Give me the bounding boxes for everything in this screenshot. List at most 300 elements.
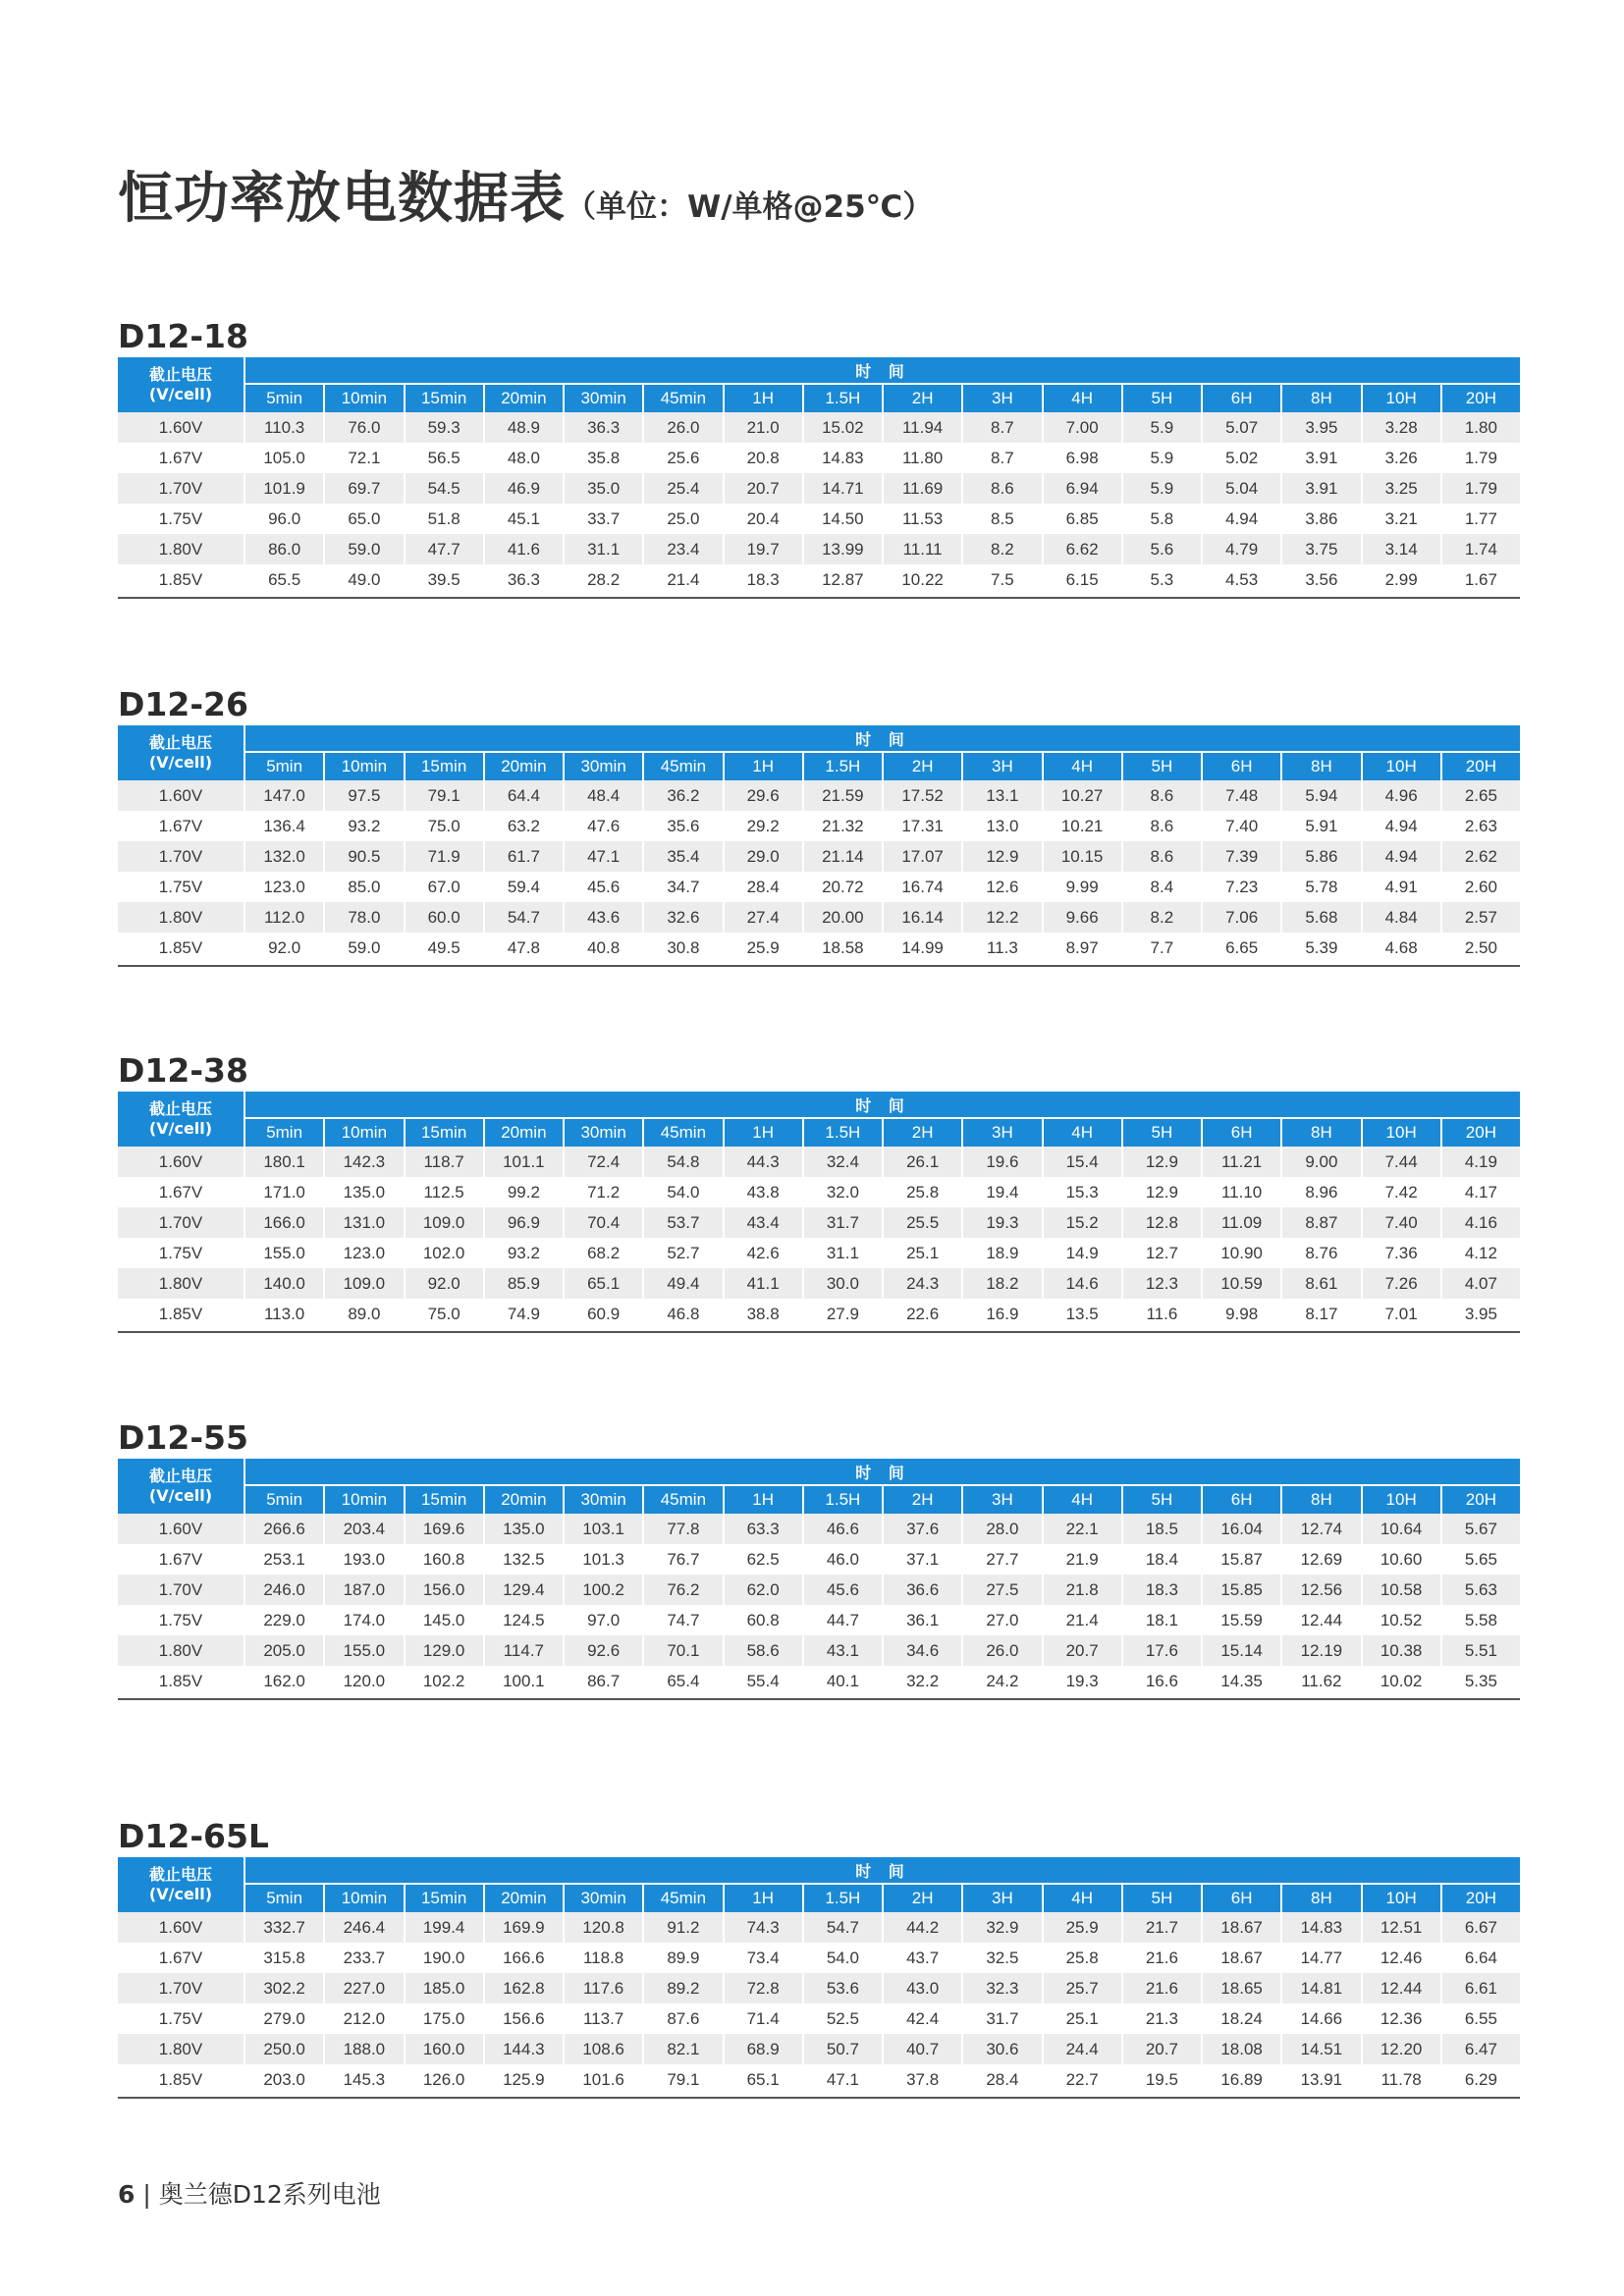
table-row [118, 1943, 1520, 1973]
duration-header: 15min [406, 383, 483, 412]
value-cell: 60.9 [565, 1299, 642, 1329]
table-section [118, 316, 1520, 599]
value-cell: 25.8 [1044, 1943, 1121, 1973]
value-cell: 4.79 [1203, 534, 1280, 564]
duration-header: 8H [1282, 1883, 1360, 1912]
value-cell: 109.0 [325, 1268, 403, 1299]
table-bottom-rule [118, 2097, 1520, 2099]
duration-header: 15min [406, 1484, 483, 1514]
value-cell: 5.63 [1442, 1575, 1520, 1605]
value-cell: 5.04 [1203, 473, 1280, 504]
voltage-cell: 1.80V [118, 902, 244, 933]
value-cell: 52.7 [644, 1238, 722, 1268]
duration-header: 1.5H [804, 383, 882, 412]
value-cell: 4.84 [1363, 902, 1440, 933]
value-cell: 2.57 [1442, 902, 1520, 933]
value-cell: 135.0 [485, 1514, 563, 1544]
value-cell: 10.02 [1363, 1666, 1440, 1696]
duration-header: 1.5H [804, 751, 882, 780]
value-cell: 12.2 [963, 902, 1041, 933]
value-cell: 13.1 [963, 780, 1041, 811]
table-bottom-rule [118, 597, 1520, 599]
value-cell: 45.6 [804, 1575, 882, 1605]
value-cell: 35.8 [565, 443, 642, 473]
value-cell: 63.2 [485, 811, 563, 841]
value-cell: 103.1 [565, 1514, 642, 1544]
value-cell: 8.96 [1282, 1177, 1360, 1207]
value-cell: 3.14 [1363, 534, 1440, 564]
duration-header: 20min [485, 1117, 563, 1147]
value-cell: 23.4 [644, 534, 722, 564]
value-cell: 44.2 [884, 1912, 961, 1943]
voltage-cell: 1.85V [118, 1299, 244, 1329]
value-cell: 6.62 [1044, 534, 1121, 564]
value-cell: 58.6 [725, 1635, 802, 1666]
value-cell: 229.0 [245, 1605, 323, 1635]
value-cell: 145.3 [325, 2064, 403, 2095]
value-cell: 25.6 [644, 443, 722, 473]
duration-header: 10H [1363, 383, 1440, 412]
value-cell: 12.3 [1123, 1268, 1201, 1299]
value-cell: 16.9 [963, 1299, 1041, 1329]
value-cell: 21.14 [804, 841, 882, 872]
value-cell: 118.7 [406, 1147, 483, 1177]
value-cell: 156.0 [406, 1575, 483, 1605]
value-cell: 74.9 [485, 1299, 563, 1329]
table-row [118, 534, 1520, 564]
value-cell: 8.76 [1282, 1238, 1360, 1268]
value-cell: 7.06 [1203, 902, 1280, 933]
value-cell: 54.0 [804, 1943, 882, 1973]
value-cell: 7.40 [1203, 811, 1280, 841]
value-cell: 9.99 [1044, 872, 1121, 902]
duration-header: 2H [884, 1117, 961, 1147]
value-cell: 22.6 [884, 1299, 961, 1329]
value-cell: 5.86 [1282, 841, 1360, 872]
value-cell: 51.8 [406, 504, 483, 534]
discharge-table [116, 1092, 1522, 1329]
value-cell: 32.2 [884, 1666, 961, 1696]
voltage-cell: 1.67V [118, 443, 244, 473]
value-cell: 20.00 [804, 902, 882, 933]
value-cell: 25.7 [1044, 1973, 1121, 2003]
value-cell: 109.0 [406, 1207, 483, 1238]
value-cell: 59.3 [406, 412, 483, 443]
value-cell: 25.4 [644, 473, 722, 504]
value-cell: 11.80 [884, 443, 961, 473]
value-cell: 7.01 [1363, 1299, 1440, 1329]
value-cell: 5.8 [1123, 504, 1201, 534]
value-cell: 188.0 [325, 2034, 403, 2064]
value-cell: 34.6 [884, 1635, 961, 1666]
value-cell: 12.46 [1363, 1943, 1440, 1973]
value-cell: 15.14 [1203, 1635, 1280, 1666]
duration-header: 20min [485, 1484, 563, 1514]
value-cell: 102.2 [406, 1666, 483, 1696]
value-cell: 18.65 [1203, 1973, 1280, 2003]
duration-header: 10H [1363, 1117, 1440, 1147]
footer-text: 奥兰德D12系列电池 [158, 2180, 381, 2209]
value-cell: 36.3 [485, 564, 563, 595]
cutoff-voltage-header [118, 1459, 244, 1514]
table-section [118, 1417, 1520, 1700]
value-cell: 19.4 [963, 1177, 1041, 1207]
value-cell: 6.64 [1442, 1943, 1520, 1973]
value-cell: 54.8 [644, 1147, 722, 1177]
page-footer [118, 2175, 381, 2211]
value-cell: 6.65 [1203, 933, 1280, 963]
value-cell: 37.8 [884, 2064, 961, 2095]
value-cell: 30.8 [644, 933, 722, 963]
voltage-cell: 1.85V [118, 564, 244, 595]
value-cell: 60.0 [406, 902, 483, 933]
voltage-cell: 1.60V [118, 780, 244, 811]
value-cell: 3.56 [1282, 564, 1360, 595]
value-cell: 7.39 [1203, 841, 1280, 872]
value-cell: 86.0 [245, 534, 323, 564]
value-cell: 5.51 [1442, 1635, 1520, 1666]
value-cell: 11.78 [1363, 2064, 1440, 2095]
value-cell: 15.3 [1044, 1177, 1121, 1207]
value-cell: 102.0 [406, 1238, 483, 1268]
duration-header: 5H [1123, 1117, 1201, 1147]
voltage-cell: 1.70V [118, 473, 244, 504]
table-row [118, 933, 1520, 963]
value-cell: 5.94 [1282, 780, 1360, 811]
value-cell: 10.38 [1363, 1635, 1440, 1666]
value-cell: 14.35 [1203, 1666, 1280, 1696]
value-cell: 10.15 [1044, 841, 1121, 872]
value-cell: 160.0 [406, 2034, 483, 2064]
value-cell: 1.79 [1442, 443, 1520, 473]
value-cell: 18.3 [725, 564, 802, 595]
table-row [118, 564, 1520, 595]
value-cell: 171.0 [245, 1177, 323, 1207]
value-cell: 82.1 [644, 2034, 722, 2064]
value-cell: 4.68 [1363, 933, 1440, 963]
value-cell: 11.69 [884, 473, 961, 504]
value-cell: 11.62 [1282, 1666, 1360, 1696]
value-cell: 21.6 [1123, 1973, 1201, 2003]
value-cell: 16.89 [1203, 2064, 1280, 2095]
value-cell: 14.99 [884, 933, 961, 963]
duration-header: 4H [1044, 751, 1121, 780]
cutoff-voltage-header [118, 1857, 244, 1912]
value-cell: 10.27 [1044, 780, 1121, 811]
value-cell: 12.36 [1363, 2003, 1440, 2034]
value-cell: 14.51 [1282, 2034, 1360, 2064]
value-cell: 10.21 [1044, 811, 1121, 841]
value-cell: 35.4 [644, 841, 722, 872]
value-cell: 87.6 [644, 2003, 722, 2034]
value-cell: 140.0 [245, 1268, 323, 1299]
value-cell: 12.9 [1123, 1147, 1201, 1177]
value-cell: 20.7 [1123, 2034, 1201, 2064]
value-cell: 12.7 [1123, 1238, 1201, 1268]
duration-header: 6H [1203, 751, 1280, 780]
value-cell: 108.6 [565, 2034, 642, 2064]
value-cell: 76.2 [644, 1575, 722, 1605]
page-number: 6 [118, 2180, 135, 2209]
value-cell: 162.0 [245, 1666, 323, 1696]
value-cell: 160.8 [406, 1544, 483, 1575]
duration-header: 20min [485, 1883, 563, 1912]
value-cell: 32.6 [644, 902, 722, 933]
table-row [118, 1514, 1520, 1544]
duration-header: 5H [1123, 1883, 1201, 1912]
table-row [118, 412, 1520, 443]
value-cell: 18.3 [1123, 1575, 1201, 1605]
value-cell: 8.6 [1123, 841, 1201, 872]
value-cell: 64.4 [485, 780, 563, 811]
duration-header: 6H [1203, 383, 1280, 412]
value-cell: 105.0 [245, 443, 323, 473]
value-cell: 44.7 [804, 1605, 882, 1635]
duration-header: 30min [565, 383, 642, 412]
cutoff-voltage-unit: (V/cell) [148, 1885, 213, 1903]
value-cell: 59.0 [325, 933, 403, 963]
value-cell: 89.2 [644, 1973, 722, 2003]
cutoff-voltage-unit: (V/cell) [148, 753, 213, 772]
value-cell: 53.6 [804, 1973, 882, 2003]
value-cell: 59.4 [485, 872, 563, 902]
voltage-cell: 1.80V [118, 534, 244, 564]
duration-header: 1H [725, 1883, 802, 1912]
value-cell: 4.19 [1442, 1147, 1520, 1177]
value-cell: 31.7 [804, 1207, 882, 1238]
value-cell: 17.52 [884, 780, 961, 811]
value-cell: 18.1 [1123, 1605, 1201, 1635]
value-cell: 21.3 [1123, 2003, 1201, 2034]
value-cell: 19.3 [1044, 1666, 1121, 1696]
duration-header: 8H [1282, 751, 1360, 780]
value-cell: 4.94 [1203, 504, 1280, 534]
value-cell: 5.9 [1123, 443, 1201, 473]
value-cell: 17.31 [884, 811, 961, 841]
table-row [118, 2064, 1520, 2095]
duration-header: 4H [1044, 1484, 1121, 1514]
duration-header: 10min [325, 751, 403, 780]
duration-header: 20min [485, 751, 563, 780]
value-cell: 49.4 [644, 1268, 722, 1299]
duration-header: 10H [1363, 1883, 1440, 1912]
value-cell: 6.47 [1442, 2034, 1520, 2064]
value-cell: 68.2 [565, 1238, 642, 1268]
value-cell: 8.2 [963, 534, 1041, 564]
value-cell: 246.4 [325, 1912, 403, 1943]
value-cell: 43.1 [804, 1635, 882, 1666]
voltage-cell: 1.75V [118, 1605, 244, 1635]
value-cell: 6.15 [1044, 564, 1121, 595]
value-cell: 25.8 [884, 1177, 961, 1207]
value-cell: 4.53 [1203, 564, 1280, 595]
value-cell: 120.8 [565, 1912, 642, 1943]
value-cell: 19.3 [963, 1207, 1041, 1238]
value-cell: 118.8 [565, 1943, 642, 1973]
value-cell: 47.1 [804, 2064, 882, 2095]
table-row [118, 1973, 1520, 2003]
value-cell: 72.4 [565, 1147, 642, 1177]
value-cell: 21.0 [725, 412, 802, 443]
value-cell: 12.44 [1282, 1605, 1360, 1635]
time-header: 时 间 [245, 1857, 1520, 1883]
duration-header: 5min [245, 1117, 323, 1147]
value-cell: 18.67 [1203, 1943, 1280, 1973]
value-cell: 15.87 [1203, 1544, 1280, 1575]
value-cell: 7.5 [963, 564, 1041, 595]
cutoff-voltage-header [118, 1092, 244, 1147]
duration-header: 1H [725, 1484, 802, 1514]
duration-header: 2H [884, 1484, 961, 1514]
value-cell: 246.0 [245, 1575, 323, 1605]
value-cell: 29.0 [725, 841, 802, 872]
value-cell: 21.4 [1044, 1605, 1121, 1635]
duration-header: 30min [565, 1883, 642, 1912]
duration-header: 1.5H [804, 1484, 882, 1514]
value-cell: 129.0 [406, 1635, 483, 1666]
table-section [118, 1050, 1520, 1333]
value-cell: 67.0 [406, 872, 483, 902]
page-title [118, 155, 933, 234]
value-cell: 125.9 [485, 2064, 563, 2095]
value-cell: 3.86 [1282, 504, 1360, 534]
value-cell: 18.2 [963, 1268, 1041, 1299]
value-cell: 8.7 [963, 443, 1041, 473]
duration-header: 15min [406, 751, 483, 780]
value-cell: 20.7 [1044, 1635, 1121, 1666]
value-cell: 70.1 [644, 1635, 722, 1666]
value-cell: 46.8 [644, 1299, 722, 1329]
value-cell: 93.2 [325, 811, 403, 841]
value-cell: 29.2 [725, 811, 802, 841]
value-cell: 5.9 [1123, 412, 1201, 443]
value-cell: 4.94 [1363, 841, 1440, 872]
value-cell: 5.78 [1282, 872, 1360, 902]
duration-header: 4H [1044, 1883, 1121, 1912]
value-cell: 42.6 [725, 1238, 802, 1268]
value-cell: 26.0 [963, 1635, 1041, 1666]
value-cell: 49.0 [325, 564, 403, 595]
value-cell: 7.40 [1363, 1207, 1440, 1238]
value-cell: 174.0 [325, 1605, 403, 1635]
duration-header: 4H [1044, 1117, 1121, 1147]
cutoff-voltage-label: 截止电压 [148, 1099, 212, 1118]
value-cell: 131.0 [325, 1207, 403, 1238]
duration-header: 20H [1442, 1484, 1520, 1514]
duration-header: 5H [1123, 383, 1201, 412]
value-cell: 40.7 [884, 2034, 961, 2064]
value-cell: 53.7 [644, 1207, 722, 1238]
discharge-table [116, 725, 1522, 963]
value-cell: 2.99 [1363, 564, 1440, 595]
value-cell: 96.9 [485, 1207, 563, 1238]
value-cell: 35.0 [565, 473, 642, 504]
time-header: 时 间 [245, 1092, 1520, 1117]
value-cell: 25.1 [884, 1238, 961, 1268]
voltage-cell: 1.75V [118, 1238, 244, 1268]
duration-header: 45min [644, 1484, 722, 1514]
table-section [118, 1816, 1520, 2099]
duration-header: 3H [963, 1117, 1041, 1147]
value-cell: 332.7 [245, 1912, 323, 1943]
value-cell: 117.6 [565, 1973, 642, 2003]
value-cell: 43.4 [725, 1207, 802, 1238]
value-cell: 114.7 [485, 1635, 563, 1666]
value-cell: 46.6 [804, 1514, 882, 1544]
value-cell: 79.1 [644, 2064, 722, 2095]
value-cell: 74.3 [725, 1912, 802, 1943]
value-cell: 15.59 [1203, 1605, 1280, 1635]
value-cell: 6.98 [1044, 443, 1121, 473]
duration-header: 10min [325, 383, 403, 412]
value-cell: 55.4 [725, 1666, 802, 1696]
duration-header: 3H [963, 751, 1041, 780]
voltage-cell: 1.60V [118, 1514, 244, 1544]
value-cell: 8.5 [963, 504, 1041, 534]
cutoff-voltage-label: 截止电压 [148, 1467, 212, 1485]
value-cell: 12.56 [1282, 1575, 1360, 1605]
table-row [118, 841, 1520, 872]
value-cell: 7.48 [1203, 780, 1280, 811]
footer-separator: | [135, 2180, 159, 2209]
value-cell: 43.7 [884, 1943, 961, 1973]
value-cell: 71.4 [725, 2003, 802, 2034]
value-cell: 65.4 [644, 1666, 722, 1696]
value-cell: 31.1 [804, 1238, 882, 1268]
value-cell: 89.0 [325, 1299, 403, 1329]
value-cell: 124.5 [485, 1605, 563, 1635]
value-cell: 14.66 [1282, 2003, 1360, 2034]
voltage-cell: 1.67V [118, 811, 244, 841]
value-cell: 3.26 [1363, 443, 1440, 473]
value-cell: 24.4 [1044, 2034, 1121, 2064]
value-cell: 33.7 [565, 504, 642, 534]
value-cell: 20.4 [725, 504, 802, 534]
voltage-cell: 1.80V [118, 1268, 244, 1299]
value-cell: 45.1 [485, 504, 563, 534]
duration-header: 8H [1282, 1484, 1360, 1514]
duration-header: 2H [884, 1883, 961, 1912]
duration-header: 3H [963, 1883, 1041, 1912]
value-cell: 72.8 [725, 1973, 802, 2003]
value-cell: 27.0 [963, 1605, 1041, 1635]
duration-header: 3H [963, 1484, 1041, 1514]
table-bottom-rule [118, 1698, 1520, 1700]
value-cell: 155.0 [245, 1238, 323, 1268]
value-cell: 32.3 [963, 1973, 1041, 2003]
table-row [118, 1299, 1520, 1329]
value-cell: 36.3 [565, 412, 642, 443]
duration-header: 1H [725, 751, 802, 780]
cutoff-voltage-header [118, 725, 244, 780]
table-row [118, 1912, 1520, 1943]
value-cell: 212.0 [325, 2003, 403, 2034]
value-cell: 156.6 [485, 2003, 563, 2034]
value-cell: 14.50 [804, 504, 882, 534]
value-cell: 4.12 [1442, 1238, 1520, 1268]
value-cell: 17.07 [884, 841, 961, 872]
duration-header: 5H [1123, 751, 1201, 780]
value-cell: 101.9 [245, 473, 323, 504]
duration-header: 1H [725, 1117, 802, 1147]
value-cell: 6.85 [1044, 504, 1121, 534]
value-cell: 85.9 [485, 1268, 563, 1299]
value-cell: 123.0 [245, 872, 323, 902]
value-cell: 315.8 [245, 1943, 323, 1973]
duration-header: 5H [1123, 1484, 1201, 1514]
duration-header: 30min [565, 751, 642, 780]
value-cell: 8.61 [1282, 1268, 1360, 1299]
